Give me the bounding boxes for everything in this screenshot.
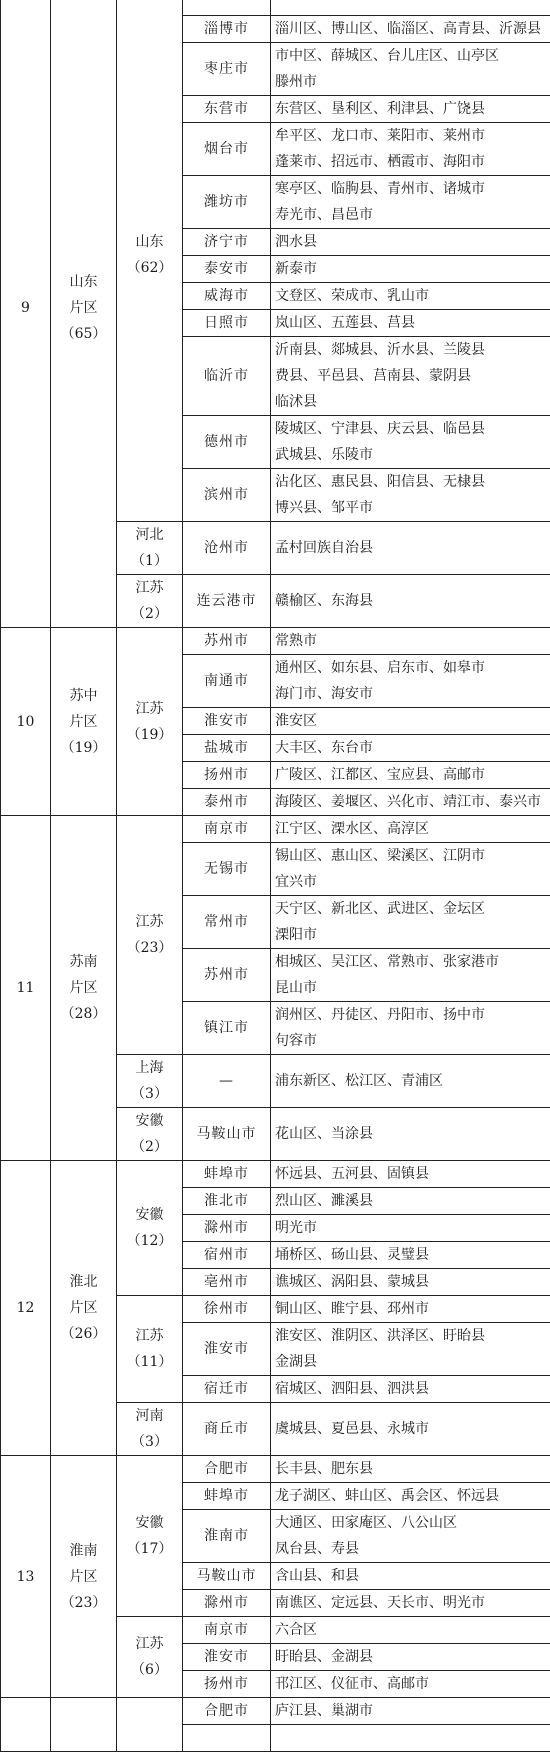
county-list: 淮安区、淮阴区、洪泽区、盱眙县 金湖县 (271, 1323, 550, 1376)
province-name (117, 1617, 183, 1698)
county-list: 浦东新区、松江区、青浦区 (271, 1055, 550, 1108)
city-name: 镇江市 (183, 1002, 271, 1055)
table-row (1, 1698, 550, 1725)
county-list: 谯城区、涡阳县、蒙城县 (271, 1269, 550, 1296)
city-name: 蚌埠市 (183, 1161, 271, 1188)
province-label: 江苏（2） (121, 575, 178, 627)
city-name: 滨州市 (183, 469, 271, 522)
city-name: 日照市 (183, 310, 271, 337)
zone-name-line1: 苏南 (55, 949, 112, 975)
table-row (1, 628, 550, 655)
zone-count: （26） (55, 1321, 112, 1347)
city-name: 临沂市 (183, 337, 271, 416)
province-name (117, 1108, 183, 1161)
county-list: 花山区、当涂县 (271, 1108, 550, 1161)
city-name: 淮安市 (183, 1644, 271, 1671)
county-list: 海陵区、姜堰区、兴化市、靖江市、泰兴市 (271, 789, 550, 816)
city-name: 常州市 (183, 896, 271, 949)
province-name (117, 575, 183, 628)
county-list: 牟平区、龙口市、莱阳市、莱州市 蓬莱市、招远市、栖霞市、海阳市 (271, 123, 550, 176)
city-name: 滁州市 (183, 1590, 271, 1617)
province-name (117, 1296, 183, 1403)
zone-name (51, 628, 117, 816)
zone-number: 9 (1, 0, 51, 628)
province-name (117, 1698, 183, 1752)
province-count: （17） (121, 1536, 178, 1562)
city-name: 马鞍山市 (183, 1108, 271, 1161)
county-list: 盱眙县、金湖县 (271, 1644, 550, 1671)
county-list: 市中区、薛城区、台儿庄区、山亭区 滕州市 (271, 43, 550, 96)
zone-number: 10 (1, 628, 51, 816)
zone-name-line2: 片区 (55, 1295, 112, 1321)
table-row (1, 1456, 550, 1483)
city-name: 滁州市 (183, 1215, 271, 1242)
county-list: 铜山区、睢宁县、邳州市 (271, 1296, 550, 1323)
city-name: 德州市 (183, 416, 271, 469)
city-name: — (183, 1055, 271, 1108)
zone-name (51, 1698, 117, 1752)
city-name: 潍坊市 (183, 176, 271, 229)
zone-number (1, 1698, 51, 1752)
city-name: 亳州市 (183, 1269, 271, 1296)
province-name (117, 0, 183, 522)
zone-count: （23） (55, 1590, 112, 1616)
zone-name-line1: 淮北 (55, 1269, 112, 1295)
zone-name-line2: 片区 (55, 709, 112, 735)
county-list: 大通区、田家庵区、八公山区 凤台县、寿县 (271, 1510, 550, 1563)
city-name: 合肥市 (183, 1456, 271, 1483)
city-name: 沧州市 (183, 522, 271, 575)
province-label: 安徽 (121, 1510, 178, 1536)
province-name (117, 816, 183, 1055)
zone-number: 11 (1, 816, 51, 1161)
province-name (117, 1161, 183, 1296)
county-list (271, 0, 550, 16)
city-name (183, 1725, 271, 1752)
city-name: 苏州市 (183, 949, 271, 1002)
county-list: 庐江县、巢湖市 (271, 1698, 550, 1725)
city-name: 淄博市 (183, 16, 271, 43)
city-name: 淮安市 (183, 708, 271, 735)
zone-number: 13 (1, 1456, 51, 1698)
zone-name-line2: 片区 (55, 295, 112, 321)
zone-number: 12 (1, 1161, 51, 1456)
city-name: 淮南市 (183, 1510, 271, 1563)
city-name: 淮北市 (183, 1188, 271, 1215)
county-list: 虞城县、夏邑县、永城市 (271, 1403, 550, 1456)
province-count: （19） (121, 722, 178, 748)
city-name: 威海市 (183, 283, 271, 310)
county-list: 淮安区 (271, 708, 550, 735)
zone-name-line1: 苏中 (55, 683, 112, 709)
province-label: 河北（1） (121, 522, 178, 574)
county-list (271, 1725, 550, 1752)
county-list: 泗水县 (271, 229, 550, 256)
county-list: 新泰市 (271, 256, 550, 283)
county-list: 烈山区、濉溪县 (271, 1188, 550, 1215)
city-name: 苏州市 (183, 628, 271, 655)
zone-name (51, 0, 117, 628)
province-name (117, 628, 183, 816)
province-count: （23） (121, 935, 178, 961)
city-name: 无锡市 (183, 843, 271, 896)
table-row (1, 816, 550, 843)
county-list: 六合区 (271, 1617, 550, 1644)
zone-name-line1: 山东 (55, 269, 112, 295)
city-name: 扬州市 (183, 762, 271, 789)
city-name: 济宁市 (183, 229, 271, 256)
county-list: 相城区、吴江区、常熟市、张家港市 昆山市 (271, 949, 550, 1002)
city-name: 连云港市 (183, 575, 271, 628)
county-list: 江宁区、溧水区、高淳区 (271, 816, 550, 843)
county-list: 埇桥区、砀山县、灵璧县 (271, 1242, 550, 1269)
province-count: （62） (121, 255, 178, 281)
city-name: 盐城市 (183, 735, 271, 762)
city-name: 泰州市 (183, 789, 271, 816)
city-name: 徐州市 (183, 1296, 271, 1323)
province-name (117, 522, 183, 575)
city-name: 扬州市 (183, 1671, 271, 1698)
county-list: 天宁区、新北区、武进区、金坛区 溧阳市 (271, 896, 550, 949)
city-name: 商丘市 (183, 1403, 271, 1456)
province-count: （11） (121, 1349, 178, 1375)
zone-count: （65） (55, 321, 112, 347)
county-list: 赣榆区、东海县 (271, 575, 550, 628)
table-body (1, 0, 550, 1752)
table-row (1, 1161, 550, 1188)
county-list: 通州区、如东县、启东市、如皋市 海门市、海安市 (271, 655, 550, 708)
zone-name (51, 1456, 117, 1698)
province-label: 山东 (121, 229, 178, 255)
county-list: 岚山区、五莲县、莒县 (271, 310, 550, 337)
county-list: 常熟市 (271, 628, 550, 655)
county-list: 南谯区、定远县、天长市、明光市 (271, 1590, 550, 1617)
zone-name-line2: 片区 (55, 975, 112, 1001)
county-list: 含山县、和县 (271, 1563, 550, 1590)
county-list: 宿城区、泗阳县、泗洪县 (271, 1376, 550, 1403)
province-label: 河南（3） (121, 1403, 178, 1455)
zone-name (51, 1161, 117, 1456)
county-list: 淄川区、博山区、临淄区、高青县、沂源县 (271, 16, 550, 43)
province-count: （6） (121, 1657, 178, 1683)
province-label: 安徽（2） (121, 1108, 178, 1160)
province-label: 江苏 (121, 1323, 178, 1349)
county-list: 沾化区、惠民县、阳信县、无棣县 博兴县、邹平市 (271, 469, 550, 522)
zone-count: （28） (55, 1001, 112, 1027)
county-list: 寒亭区、临朐县、青州市、诸城市 寿光市、昌邑市 (271, 176, 550, 229)
county-list: 沂南县、郯城县、沂水县、兰陵县 费县、平邑县、莒南县、蒙阴县 临沭县 (271, 337, 550, 416)
zone-name-line2: 片区 (55, 1564, 112, 1590)
county-list: 大丰区、东台市 (271, 735, 550, 762)
province-label: 江苏 (121, 696, 178, 722)
city-name: 宿迁市 (183, 1376, 271, 1403)
county-list: 锡山区、惠山区、梁溪区、江阴市 宜兴市 (271, 843, 550, 896)
county-list: 龙子湖区、蚌山区、禹会区、怀远县 (271, 1483, 550, 1510)
city-name: 南京市 (183, 816, 271, 843)
county-list: 孟村回族自治县 (271, 522, 550, 575)
city-name: 枣庄市 (183, 43, 271, 96)
county-list: 明光市 (271, 1215, 550, 1242)
province-label: 江苏 (121, 1631, 178, 1657)
province-name (117, 1456, 183, 1617)
city-name: 东营市 (183, 96, 271, 123)
city-name: 宿州市 (183, 1242, 271, 1269)
province-label: 上海（3） (121, 1055, 178, 1107)
county-list: 润州区、丹徒区、丹阳市、扬中市 句容市 (271, 1002, 550, 1055)
zone-count: （19） (55, 735, 112, 761)
city-name: 南京市 (183, 1617, 271, 1644)
zone-name (51, 816, 117, 1161)
county-list: 邗江区、仪征市、高邮市 (271, 1671, 550, 1698)
county-list: 怀远县、五河县、固镇县 (271, 1161, 550, 1188)
province-label: 江苏 (121, 909, 178, 935)
county-list: 陵城区、宁津县、庆云县、临邑县 武城县、乐陵市 (271, 416, 550, 469)
city-name: 蚌埠市 (183, 1483, 271, 1510)
city-name: 淮安市 (183, 1323, 271, 1376)
county-list: 长丰县、肥东县 (271, 1456, 550, 1483)
table-row (1, 0, 550, 16)
county-list: 广陵区、江都区、宝应县、高邮市 (271, 762, 550, 789)
city-name: 南通市 (183, 655, 271, 708)
zone-name-line1: 淮南 (55, 1538, 112, 1564)
city-name (183, 0, 271, 16)
county-list: 文登区、荣成市、乳山市 (271, 283, 550, 310)
county-list: 东营区、垦利区、利津县、广饶县 (271, 96, 550, 123)
province-name (117, 1403, 183, 1456)
city-name: 烟台市 (183, 123, 271, 176)
city-name: 马鞍山市 (183, 1563, 271, 1590)
province-name (117, 1055, 183, 1108)
province-label: 安徽 (121, 1202, 178, 1228)
city-name: 合肥市 (183, 1698, 271, 1725)
city-name: 泰安市 (183, 256, 271, 283)
province-count: （12） (121, 1228, 178, 1254)
